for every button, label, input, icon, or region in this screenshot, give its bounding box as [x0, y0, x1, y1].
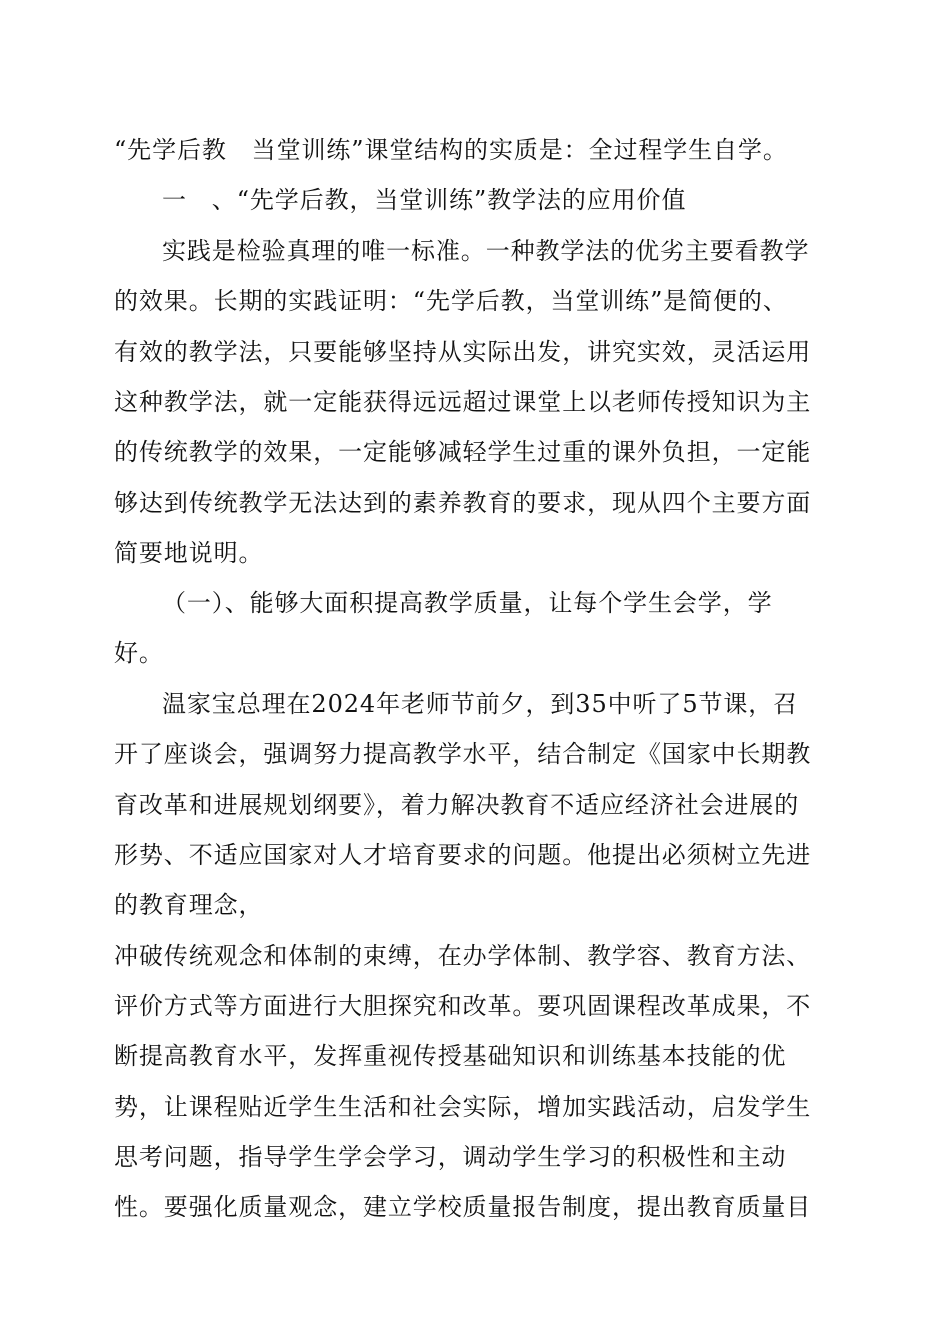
- text-line: “先学后教 当堂训练”课堂结构的实质是：全过程学生自学。: [114, 136, 788, 164]
- text-line: 形势、不适应国家对人才培育要求的问题。他提出必须树立先进: [114, 841, 812, 869]
- text-line: 的效果。长期的实践证明：“先学后教，当堂训练”是简便的、: [114, 287, 788, 315]
- text-line: 思考问题，指导学生学会学习，调动学生学习的积极性和主动: [114, 1143, 787, 1171]
- text-line: 这种教学法，就一定能获得远远超过课堂上以老师传授知识为主: [114, 388, 812, 416]
- text-line: 实践是检验真理的唯一标准。一种教学法的优劣主要看教学: [162, 237, 810, 265]
- text-line: 育改革和进展规划纲要》，着力解决教育不适应经济社会进展的: [114, 791, 800, 819]
- section-heading: 一 、“先学后教，当堂训练”教学法的应用价值: [162, 186, 687, 214]
- text-line: 冲破传统观念和体制的束缚，在办学体制、教学容、教育方法、: [114, 942, 812, 970]
- text-line: 评价方式等方面进行大胆探究和改革。要巩固课程改革成果，不: [114, 992, 812, 1020]
- text-line: 的教育理念，: [114, 891, 264, 919]
- text-line: 势，让课程贴近学生生活和社会实际，增加实践活动，启发学生: [114, 1093, 812, 1121]
- text-line: 有效的教学法，只要能够坚持从实际出发，讲究实效，灵活运用: [114, 338, 812, 366]
- text-line: 简要地说明。: [114, 539, 264, 567]
- text-line: 性。要强化质量观念，建立学校质量报告制度，提出教育质量目: [114, 1193, 812, 1221]
- subsection-heading: （一）、能够大面积提高教学质量，让每个学生会学，学: [162, 589, 773, 617]
- text-line: 够达到传统教学无法达到的素养教育的要求，现从四个主要方面: [114, 489, 812, 517]
- text-line: 温家宝总理在2024年老师节前夕，到35中听了5节课，召: [162, 690, 799, 718]
- text-line: 的传统教学的效果，一定能够减轻学生过重的课外负担，一定能: [114, 438, 812, 466]
- text-line: 开了座谈会，强调努力提高教学水平，结合制定《国家中长期教: [114, 740, 812, 768]
- text-line: 断提高教育水平，发挥重视传授基础知识和训练基本技能的优: [114, 1042, 787, 1070]
- text-line: 好。: [114, 639, 164, 667]
